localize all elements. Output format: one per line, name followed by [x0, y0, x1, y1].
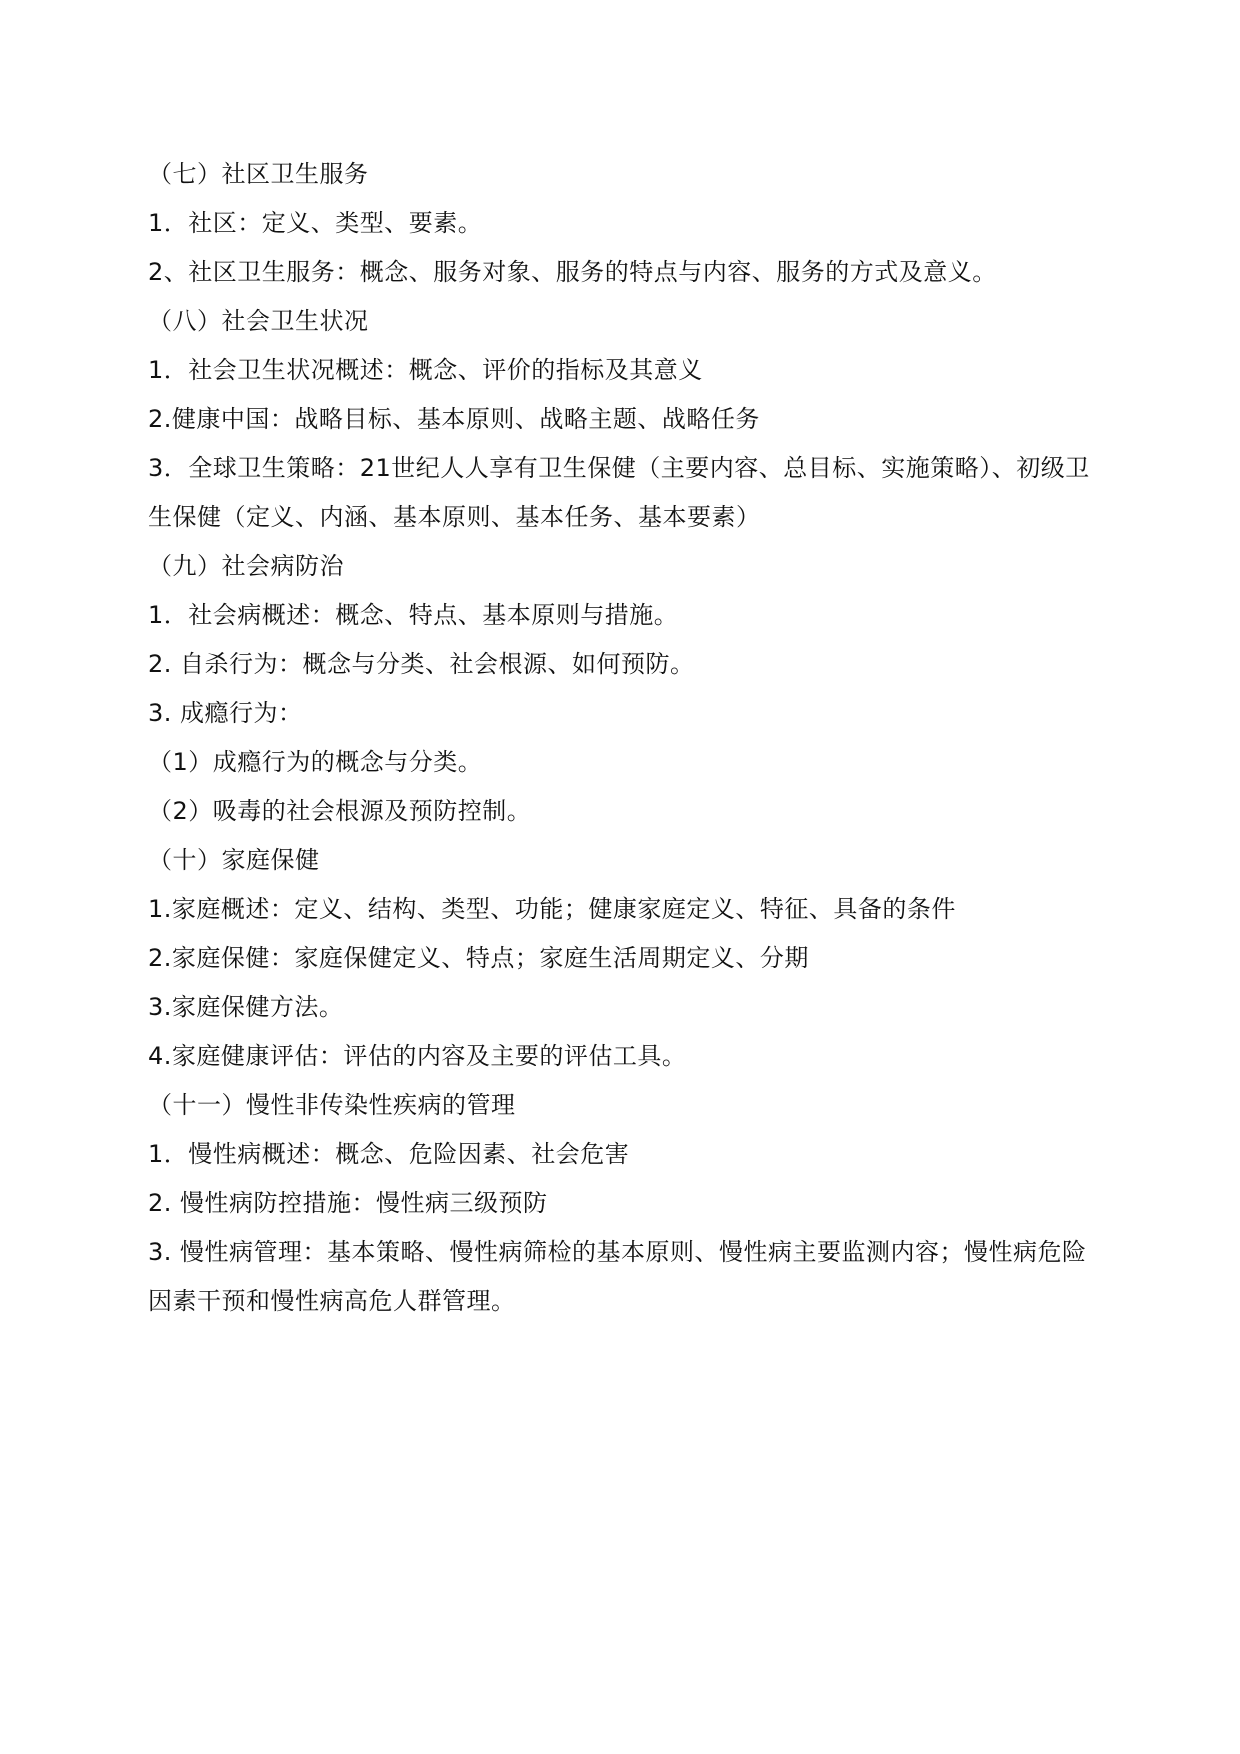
- item-chronic-disease-management: 3. 慢性病管理：基本策略、慢性病筛检的基本原则、慢性病主要监测内容；慢性病危险因素干预和慢性病高危人群管理。: [148, 1238, 1087, 1315]
- item-family-health-assessment: 4.家庭健康评估：评估的内容及主要的评估工具。: [148, 1042, 687, 1070]
- section-heading-social-health-status: （八）社会卫生状况: [148, 307, 369, 335]
- item-social-disease-overview: 1．社会病概述：概念、特点、基本原则与措施。: [148, 601, 679, 629]
- section-heading-social-disease: （九）社会病防治: [148, 552, 344, 580]
- item-healthy-china: 2.健康中国：战略目标、基本原则、战略主题、战略任务: [148, 405, 760, 433]
- item-addiction-behavior: 3. 成瘾行为：: [148, 699, 303, 727]
- subitem-drug-abuse: （2）吸毒的社会根源及预防控制。: [148, 797, 532, 825]
- item-chronic-disease-prevention: 2. 慢性病防控措施：慢性病三级预防: [148, 1189, 548, 1217]
- item-global-health-strategy: 3．全球卫生策略：21世纪人人享有卫生保健（主要内容、总目标、实施策略）、初级卫生保健（定义、内涵、基本原则、基本任务、基本要素）: [148, 454, 1090, 531]
- item-social-health-overview: 1．社会卫生状况概述：概念、评价的指标及其意义: [148, 356, 703, 384]
- section-heading-community-health: （七）社区卫生服务: [148, 160, 369, 188]
- item-family-health-methods: 3.家庭保健方法。: [148, 993, 344, 1021]
- section-heading-chronic-disease: （十一）慢性非传染性疾病的管理: [148, 1091, 516, 1119]
- item-family-overview: 1.家庭概述：定义、结构、类型、功能；健康家庭定义、特征、具备的条件: [148, 895, 956, 923]
- item-community: 1．社区：定义、类型、要素。: [148, 209, 483, 237]
- item-suicide-behavior: 2. 自杀行为：概念与分类、社会根源、如何预防。: [148, 650, 695, 678]
- item-chronic-disease-overview: 1．慢性病概述：概念、危险因素、社会危害: [148, 1140, 630, 1168]
- item-family-health-care: 2.家庭保健：家庭保健定义、特点；家庭生活周期定义、分期: [148, 944, 809, 972]
- subitem-addiction-concept: （1）成瘾行为的概念与分类。: [148, 748, 483, 776]
- section-heading-family-health: （十）家庭保健: [148, 846, 320, 874]
- item-community-health-service: 2、社区卫生服务：概念、服务对象、服务的特点与内容、服务的方式及意义。: [148, 258, 997, 286]
- document-body: [148, 150, 1108, 1326]
